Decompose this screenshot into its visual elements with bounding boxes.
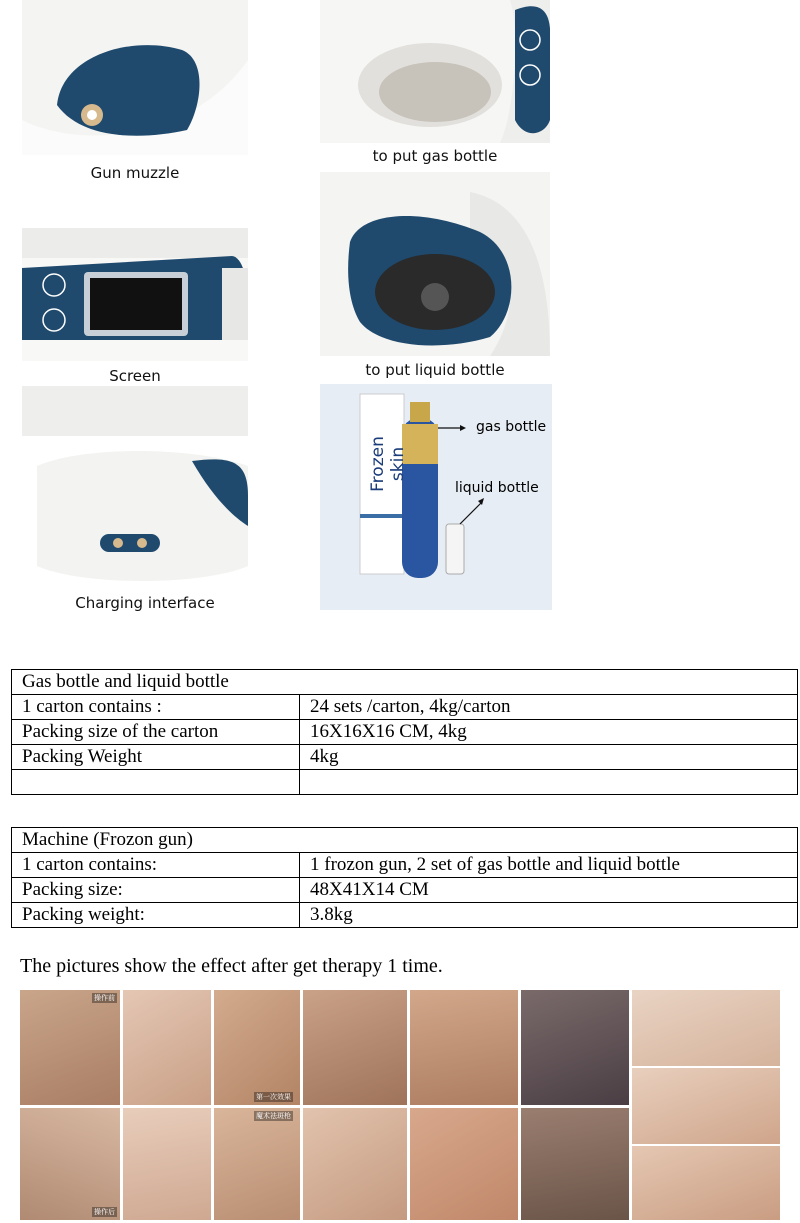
- product-brand-text: Frozen skin: [368, 436, 408, 492]
- table-cell-label: 1 carton contains:: [12, 853, 300, 878]
- table-cell-value: 4kg: [300, 745, 798, 770]
- table-cell-value: 48X41X14 CM: [300, 878, 798, 903]
- machine-table-title: Machine (Frozon gun): [12, 828, 798, 853]
- before-after-thumb: [410, 1108, 518, 1220]
- before-after-thumb: [123, 990, 211, 1105]
- table-cell-value: 24 sets /carton, 4kg/carton: [300, 695, 798, 720]
- caption-gas-bottle-slot: to put gas bottle: [372, 147, 498, 165]
- before-after-thumb: [632, 1146, 780, 1220]
- callout-liquid-bottle: liquid bottle: [455, 480, 539, 496]
- table-cell-label: Packing weight:: [12, 903, 300, 928]
- table-cell-value: 3.8kg: [300, 903, 798, 928]
- table-cell-value: 16X16X16 CM, 4kg: [300, 720, 798, 745]
- before-after-thumb: [632, 1068, 780, 1144]
- before-after-thumb: [410, 990, 518, 1105]
- before-after-thumb: [20, 990, 120, 1105]
- caption-liquid-bottle-slot: to put liquid bottle: [365, 361, 505, 379]
- table-cell-label: [12, 770, 300, 795]
- table-cell-value: [300, 770, 798, 795]
- bottles-spec-table: [11, 669, 798, 795]
- before-after-thumb: [521, 990, 629, 1105]
- table-cell-label: Packing size of the carton: [12, 720, 300, 745]
- before-after-thumb: [123, 1108, 211, 1220]
- before-after-thumb: [303, 990, 407, 1105]
- before-after-thumb: [521, 1108, 629, 1220]
- table-cell-value: 1 frozon gun, 2 set of gas bottle and liquid bottle: [300, 853, 798, 878]
- thumb-label: 魔术祛斑枪: [256, 1112, 291, 1120]
- table-row: [12, 878, 798, 903]
- screen-photo: [22, 228, 248, 361]
- thumb-label: 第一次效果: [256, 1093, 291, 1101]
- liquid-bottle-slot-photo: [320, 172, 550, 356]
- caption-screen: Screen: [109, 367, 161, 385]
- caption-gun-muzzle: Gun muzzle: [90, 164, 180, 182]
- before-after-thumb: [632, 990, 780, 1066]
- before-after-thumb: [303, 1108, 407, 1220]
- product-bottles-photo: [320, 384, 552, 610]
- table-title-row: [12, 828, 798, 853]
- table-row: [12, 853, 798, 878]
- gas-bottle-slot-photo: [320, 0, 550, 143]
- table-row: [12, 720, 798, 745]
- table-cell-label: Packing size:: [12, 878, 300, 903]
- table-cell-label: 1 carton contains :: [12, 695, 300, 720]
- before-after-thumb: [20, 1108, 120, 1220]
- table-row: [12, 903, 798, 928]
- effect-description: The pictures show the effect after get therapy 1 time.: [20, 955, 443, 977]
- before-after-thumb: [214, 990, 300, 1105]
- table-row: [12, 695, 798, 720]
- thumb-label: 操作前: [94, 994, 115, 1002]
- gun-muzzle-photo: [22, 0, 248, 155]
- table-title-row: [12, 670, 798, 695]
- charging-interface-photo: [22, 386, 248, 589]
- table-cell-label: Packing Weight: [12, 745, 300, 770]
- thumb-label: 操作后: [94, 1208, 115, 1216]
- table-row: [12, 745, 798, 770]
- table-row: [12, 770, 798, 795]
- machine-spec-table: [11, 827, 798, 928]
- callout-gas-bottle: gas bottle: [476, 419, 547, 435]
- caption-charging-interface: Charging interface: [75, 594, 215, 612]
- bottles-table-title: Gas bottle and liquid bottle: [12, 670, 798, 695]
- before-after-thumb: [214, 1108, 300, 1220]
